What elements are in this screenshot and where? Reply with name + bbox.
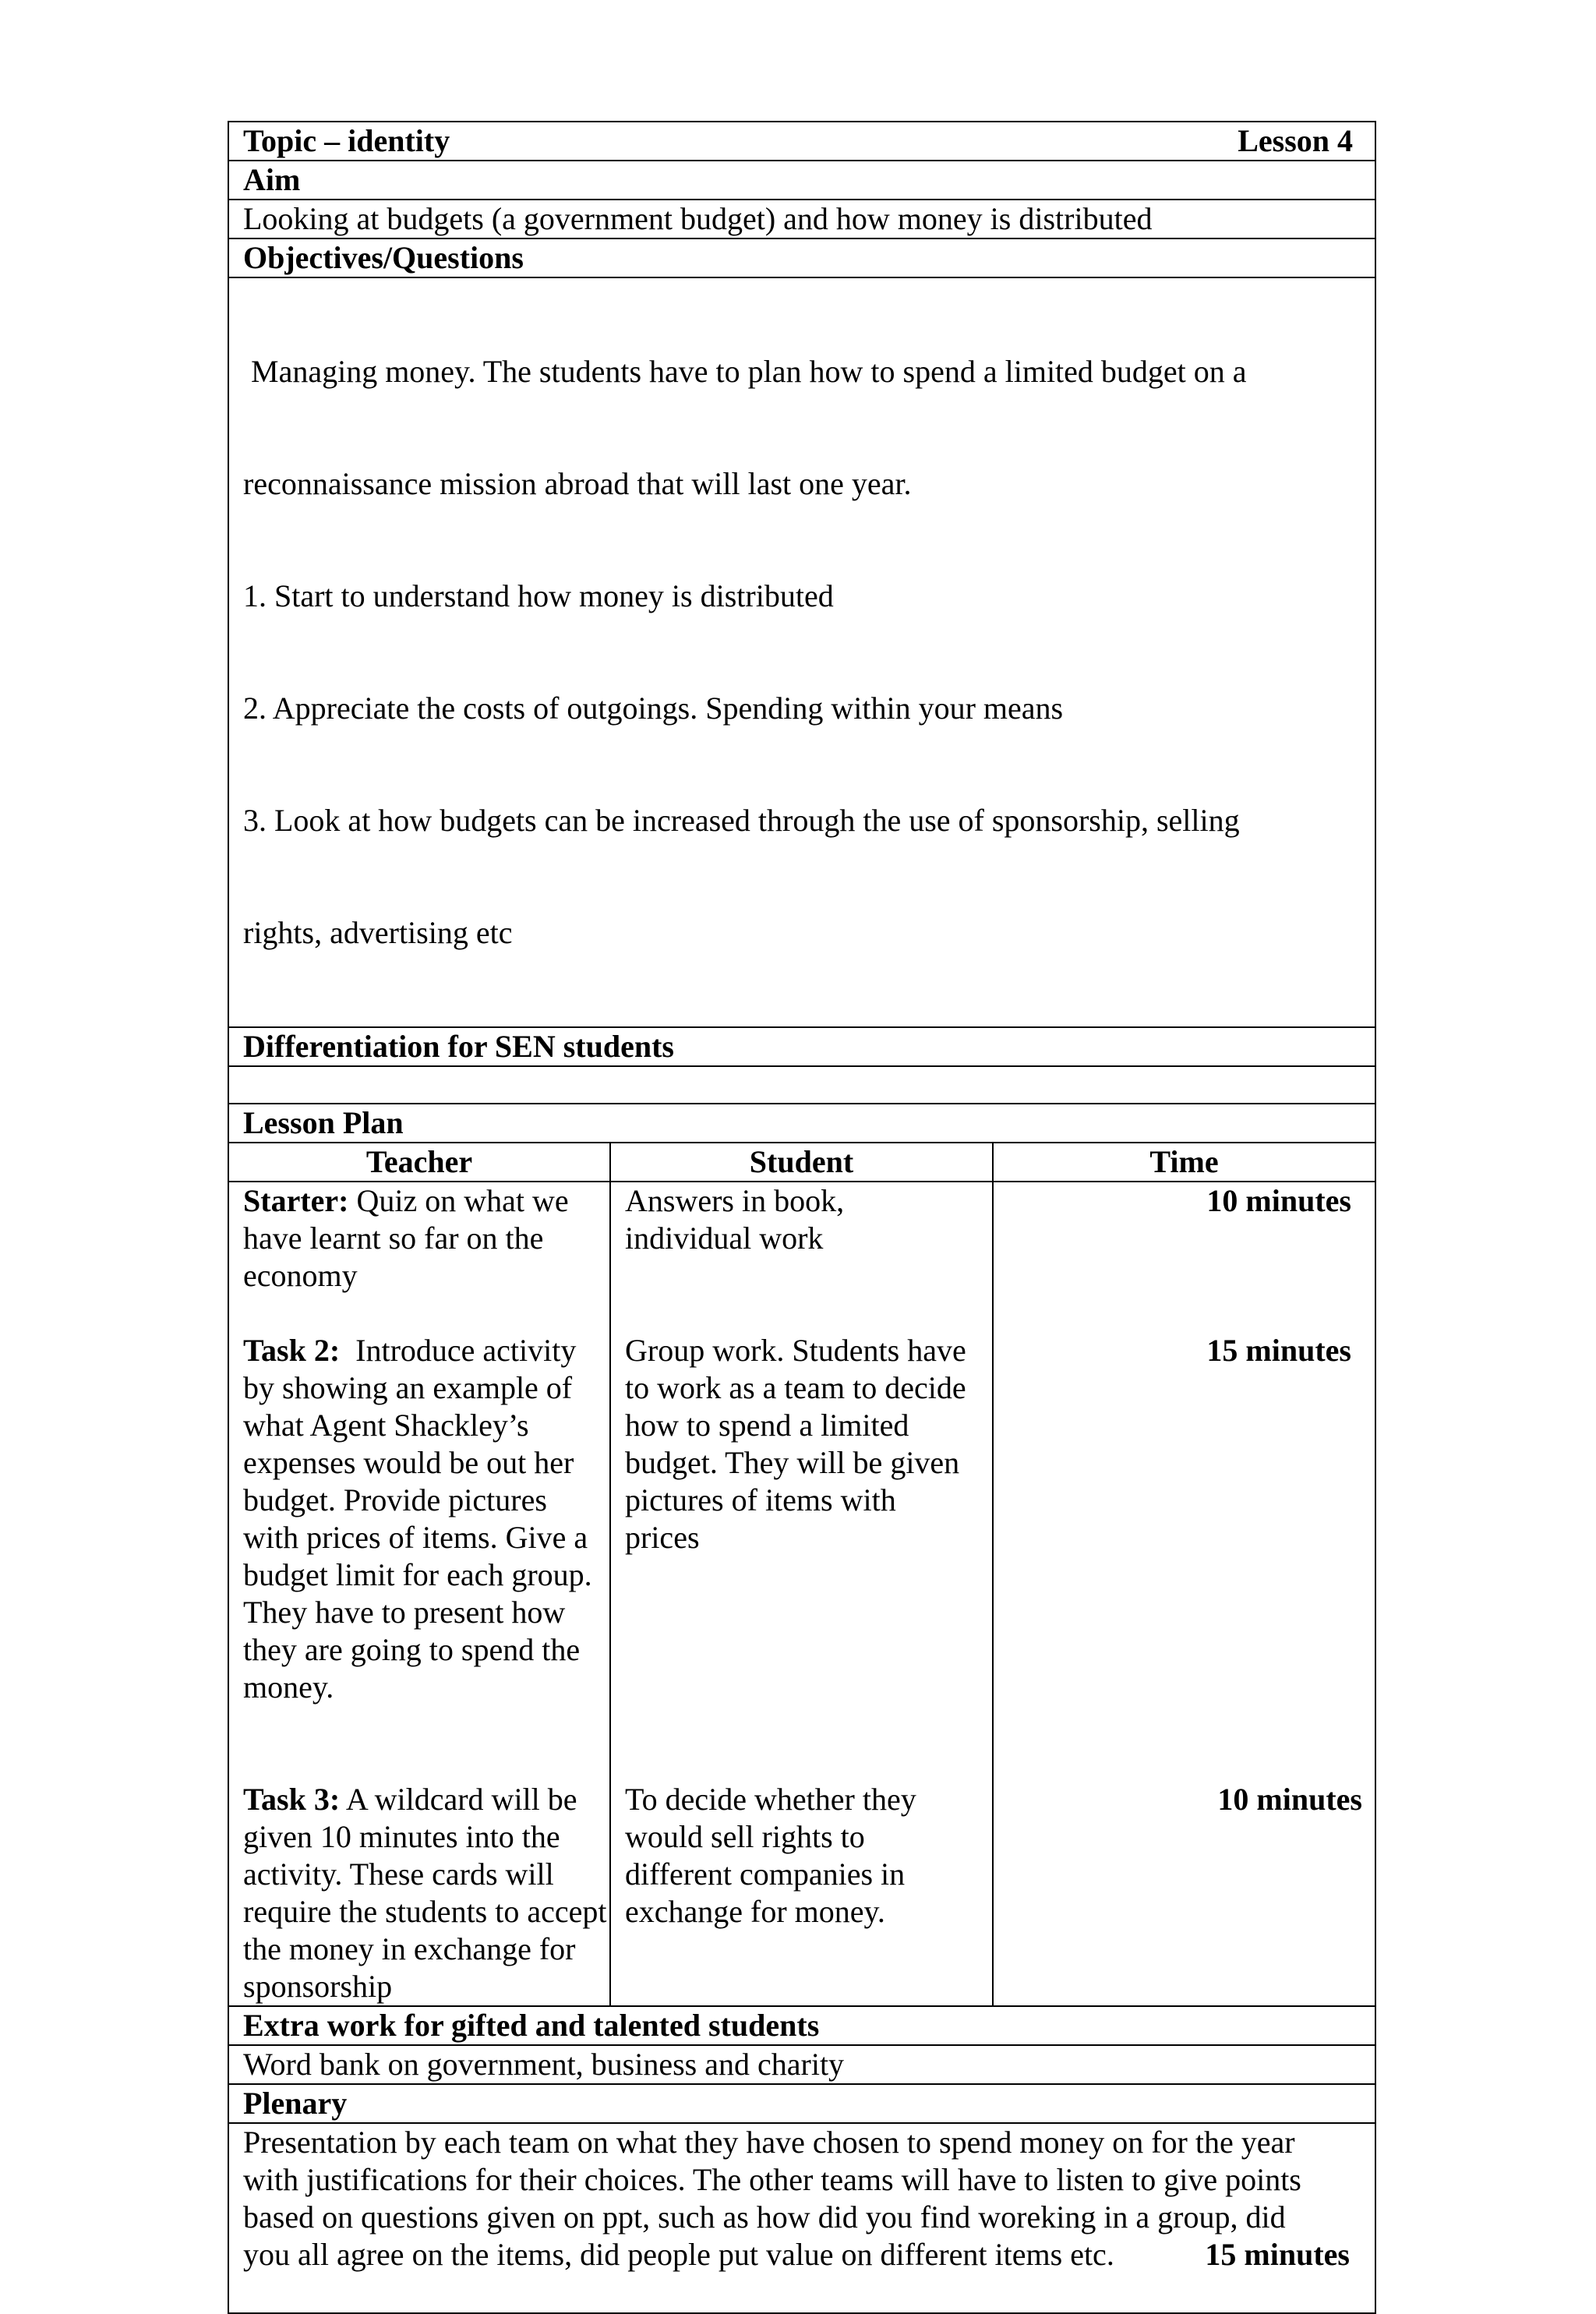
aim-label: Aim [229,161,1375,200]
student-column [611,1182,994,2005]
objective-item-3-line2: rights, advertising etc [243,915,513,950]
objective-item-2: 2. Appreciate the costs of outgoings. Spending within your means [243,691,1064,726]
task2-time: 15 minutes [1206,1333,1351,1368]
task3-teacher-text: A wildcard will be given 10 minutes into the activity. These cards will require the students to accept the money in exchange for sponsorship [243,1782,607,2004]
task3-student-text: To decide whether they would sell rights to different companies in exchange for money. [625,1782,916,1929]
starter-teacher-text: Quiz on what we have learnt so far on the economy [243,1183,569,1293]
table-row [243,1332,609,1781]
lesson-plan-label: Lesson Plan [229,1104,1375,1143]
task2-student-text: Group work. Students have to work as a team to decide how to spend a limited budget. They will be given pictures of items with prices [625,1333,966,1555]
task2-label: Task 2: [243,1333,341,1368]
topic-header-row [229,122,1375,161]
table-row [243,1182,609,1332]
plenary-line-1: Presentation by each team on what they have chosen to spend money on for the year [243,2125,1295,2160]
time-column [994,1182,1375,2005]
objectives-body [229,278,1375,1028]
table-row [625,1332,992,1781]
objective-item-1: 1. Start to understand how money is distributed [243,578,834,613]
starter-time: 10 minutes [1206,1183,1351,1218]
objectives-intro-line1: Managing money. The students have to plan how to spend a limited budget on a [243,354,1247,389]
starter-label: Starter: [243,1183,349,1218]
teacher-column [229,1182,611,2005]
table-row [625,1781,992,2005]
starter-student-text: Answers in book, individual work [625,1183,845,1256]
differentiation-label: Differentiation for SEN students [229,1028,1375,1067]
plenary-line-4-row [243,2236,1361,2273]
task2-teacher-text: Introduce activity by showing an example of what Agent Shackley’s expenses would be out her budget. Provide pictures with prices of items. Give a budget limit for each group. They have to present how they are going to spend the money. [243,1333,599,1705]
extra-work-label: Extra work for gifted and talented students [229,2007,1375,2046]
lesson-number: Lesson 4 [1238,123,1353,158]
aim-text: Looking at budgets (a government budget) and how money is distributed [229,200,1375,239]
table-row [625,1182,992,1332]
plenary-line-4: you all agree on the items, did people put value on different items etc. [243,2237,1114,2272]
differentiation-text [229,1067,1375,1104]
extra-work-text: Word bank on government, business and charity [229,2046,1375,2085]
objective-item-3-line1: 3. Look at how budgets can be increased through the use of sponsorship, selling [243,803,1240,838]
column-header-student: Student [611,1143,994,1181]
topic-title: Topic – identity [243,123,450,158]
task3-time: 10 minutes [1217,1782,1362,1817]
plenary-line-3: based on questions given on ppt, such as how did you find woreking in a group, did [243,2199,1286,2235]
objectives-intro-line2: reconnaissance mission abroad that will last one year. [243,466,912,501]
lesson-plan-body [229,1182,1375,2007]
plenary-time: 15 minutes [1205,2237,1350,2272]
plenary-line-2: with justifications for their choices. The other teams will have to listen to give points [243,2162,1301,2197]
column-header-teacher: Teacher [229,1143,611,1181]
table-row [243,1781,609,2005]
plenary-body [229,2124,1375,2312]
plenary-label: Plenary [229,2085,1375,2124]
task3-label: Task 3: [243,1782,341,1817]
objectives-label: Objectives/Questions [229,239,1375,278]
lesson-plan-document [228,121,1376,2314]
column-header-time: Time [1149,1144,1219,1179]
lesson-plan-header-row [229,1143,1375,1182]
